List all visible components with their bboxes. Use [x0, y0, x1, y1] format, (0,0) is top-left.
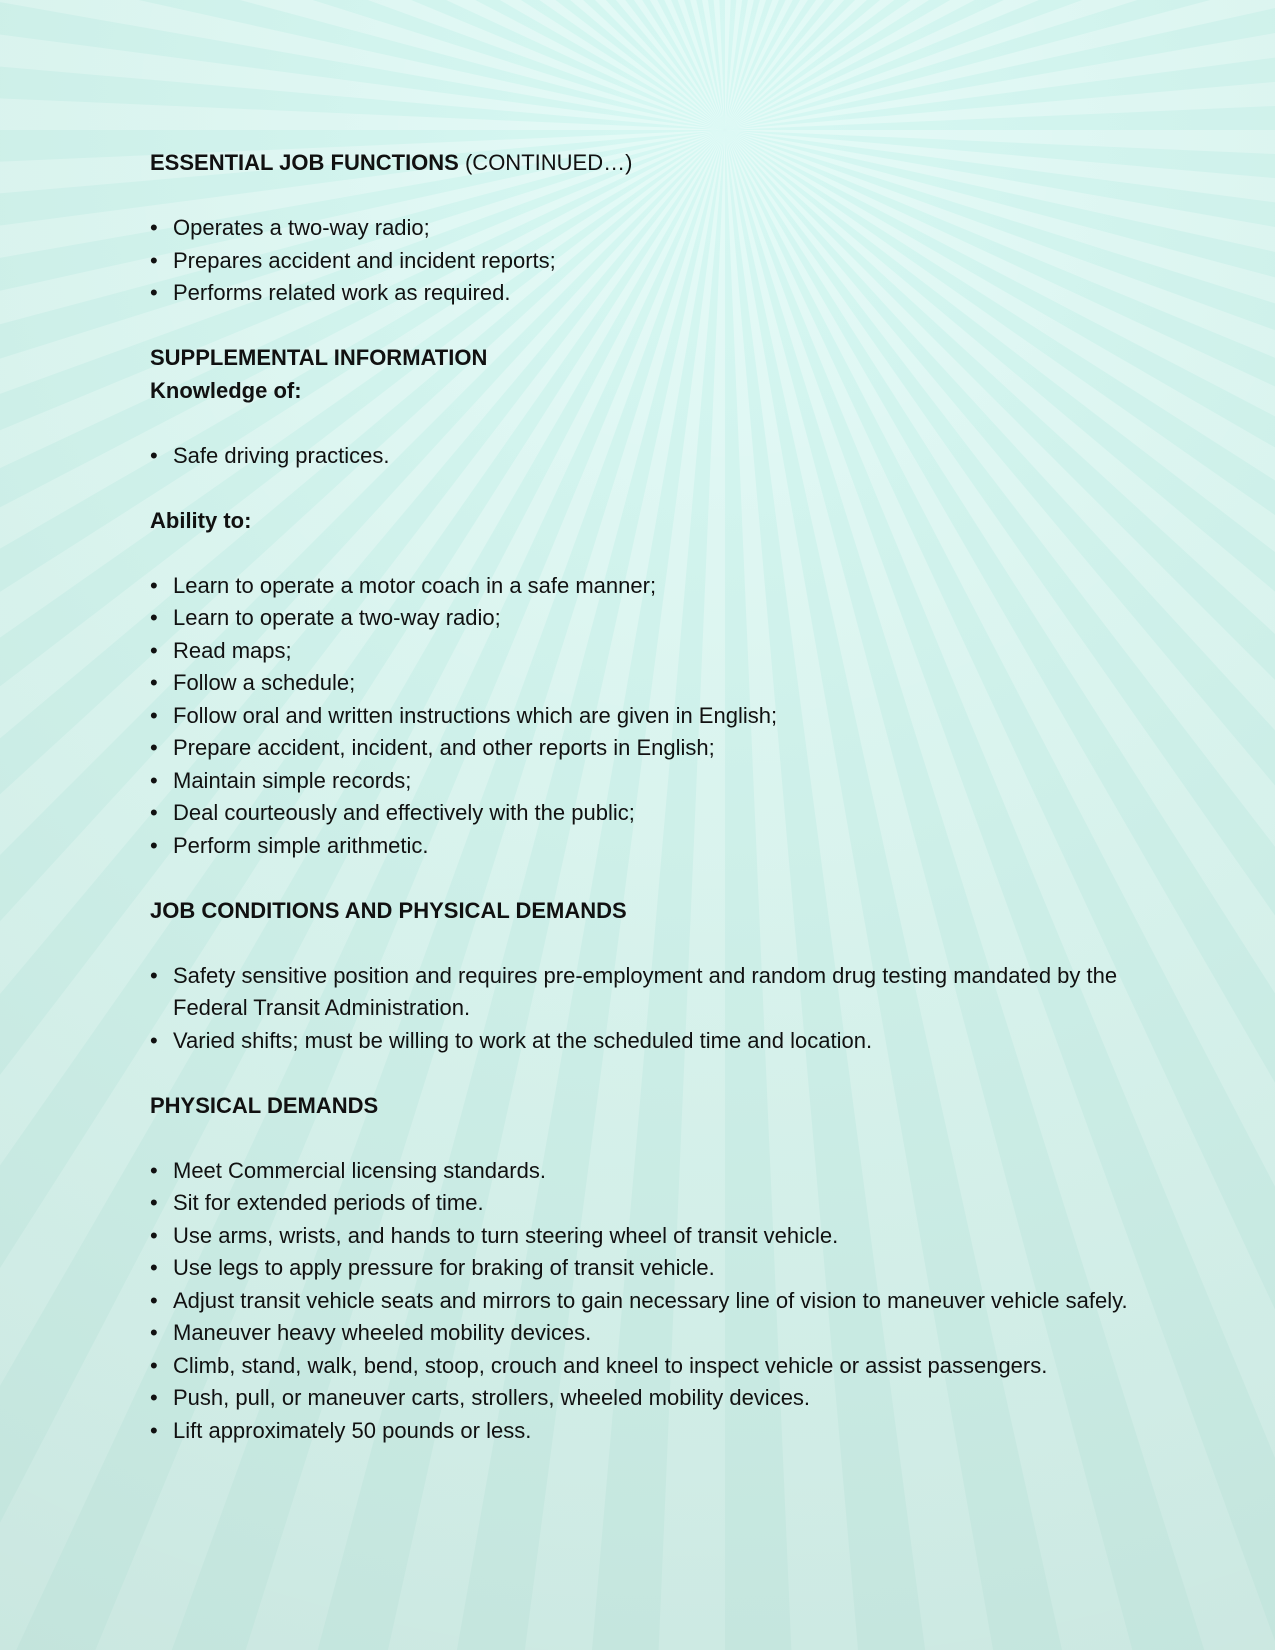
supplemental-information-heading: SUPPLEMENTAL INFORMATION	[150, 345, 488, 370]
list-item: • Push, pull, or maneuver carts, strollers, wheeled mobility devices.	[150, 1382, 1150, 1415]
list-item: • Sit for extended periods of time.	[150, 1187, 1150, 1220]
ability-list	[150, 570, 1150, 863]
list-item: • Lift approximately 50 pounds or less.	[150, 1415, 1150, 1448]
list-item: • Prepare accident, incident, and other reports in English;	[150, 732, 1150, 765]
knowledge-list	[150, 440, 1150, 473]
list-item: • Follow a schedule;	[150, 667, 1150, 700]
list-item: • Read maps;	[150, 635, 1150, 668]
list-item: • Follow oral and written instructions which are given in English;	[150, 700, 1150, 733]
list-item: • Deal courteously and effectively with the public;	[150, 797, 1150, 830]
list-item: • Learn to operate a motor coach in a safe manner;	[150, 570, 1150, 603]
list-item: • Safety sensitive position and requires pre-employment and random drug testing mandated by the Federal Transit Administration.	[150, 960, 1150, 1025]
list-item: • Use legs to apply pressure for braking of transit vehicle.	[150, 1252, 1150, 1285]
knowledge-of-label: Knowledge of:	[150, 377, 302, 403]
physical-demands-list	[150, 1155, 1150, 1448]
list-item: • Maintain simple records;	[150, 765, 1150, 798]
list-item: • Adjust transit vehicle seats and mirrors to gain necessary line of vision to maneuver vehicle safely.	[150, 1285, 1150, 1318]
list-item: • Perform simple arithmetic.	[150, 830, 1150, 863]
list-item: • Climb, stand, walk, bend, stoop, crouch and kneel to inspect vehicle or assist passengers.	[150, 1350, 1150, 1383]
list-item: • Varied shifts; must be willing to work at the scheduled time and location.	[150, 1025, 1150, 1058]
list-item: • Learn to operate a two-way radio;	[150, 602, 1150, 635]
list-item: • Performs related work as required.	[150, 277, 1150, 310]
list-item: • Safe driving practices.	[150, 440, 1150, 473]
list-item: • Meet Commercial licensing standards.	[150, 1155, 1150, 1188]
essential-functions-title: ESSENTIAL JOB FUNCTIONS	[150, 150, 459, 175]
list-item: • Use arms, wrists, and hands to turn steering wheel of transit vehicle.	[150, 1220, 1150, 1253]
essential-functions-heading	[150, 147, 1150, 180]
job-conditions-heading: JOB CONDITIONS AND PHYSICAL DEMANDS	[150, 897, 627, 923]
list-item: • Operates a two-way radio;	[150, 212, 1150, 245]
list-item: • Prepares accident and incident reports;	[150, 245, 1150, 278]
list-item: • Maneuver heavy wheeled mobility devices.	[150, 1317, 1150, 1350]
job-conditions-list	[150, 960, 1150, 1058]
ability-to-label: Ability to:	[150, 507, 252, 533]
physical-demands-heading: PHYSICAL DEMANDS	[150, 1092, 379, 1118]
document-page	[150, 147, 1150, 1447]
essential-functions-list	[150, 212, 1150, 310]
essential-functions-suffix: (CONTINUED…)	[464, 150, 633, 175]
